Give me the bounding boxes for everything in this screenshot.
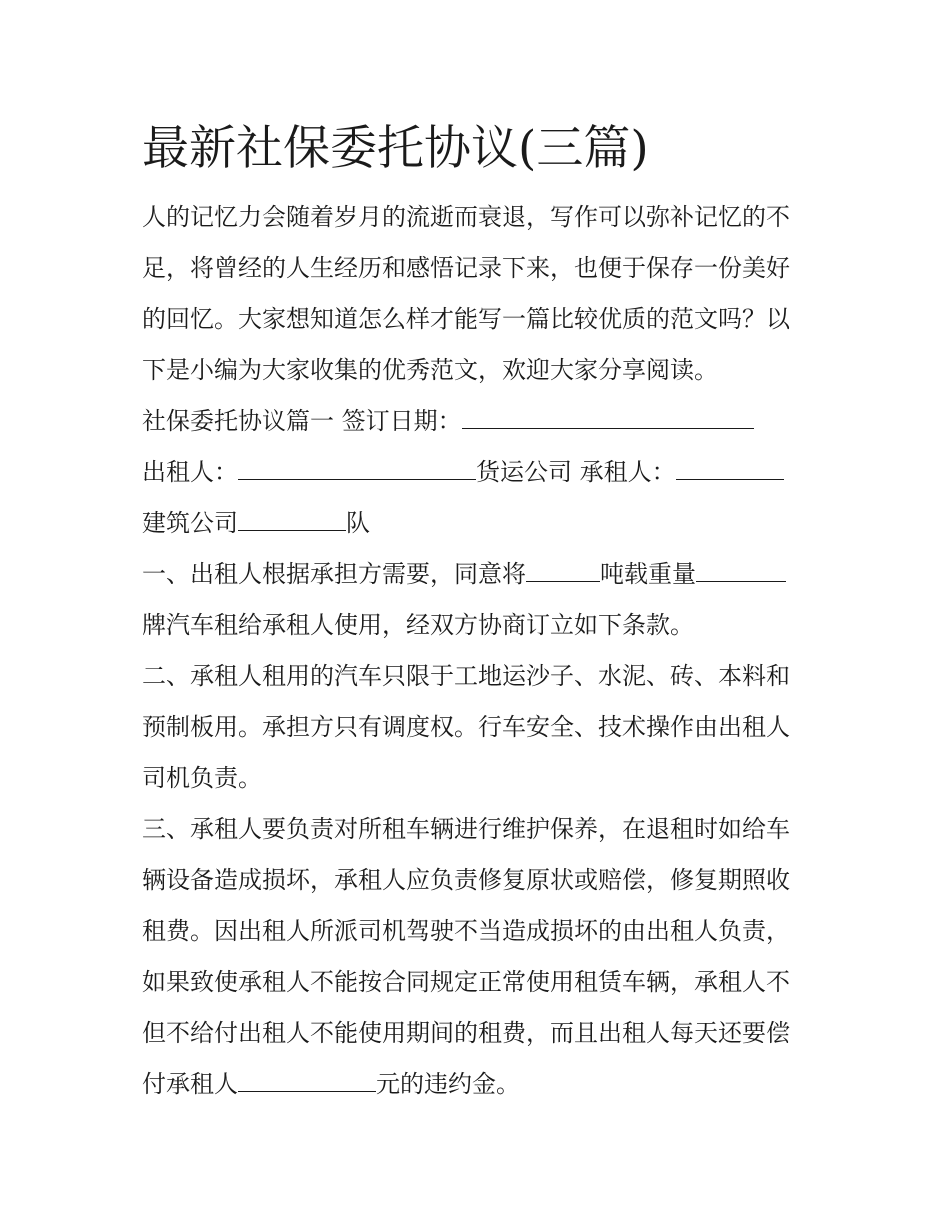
intro-line: 人的记忆力会随着岁月的流逝而衰退，写作可以弥补记忆的不 (142, 203, 790, 231)
clause-2 (142, 651, 814, 804)
document-title: 最新社保委托协议(三篇) (142, 121, 649, 176)
parties-line (142, 447, 814, 498)
clause-3-line: 如果致使承租人不能按合同规定正常使用租赁车辆，承租人不 (142, 968, 790, 996)
clause-3-line: 租费。因出租人所派司机驾驶不当造成损坏的由出租人负责， (142, 917, 790, 945)
clause-3-last-a: 付承租人 (142, 1070, 238, 1098)
sign-date-label: 社保委托协议篇一 签订日期： (142, 407, 462, 435)
team-text: 队 (346, 509, 370, 537)
document-page (142, 118, 814, 1110)
clause-1-line (142, 549, 814, 600)
penalty-blank (238, 1069, 376, 1092)
tonnage-blank (526, 559, 600, 582)
construction-company-line (142, 498, 814, 549)
clause-2-line: 司机负责。 (142, 764, 262, 792)
clause-3-last-line (142, 1059, 814, 1110)
intro-line: 足，将曾经的人生经历和感悟记录下来，也便于保存一份美好 (142, 254, 790, 282)
lessor-label: 出租人： (142, 458, 238, 486)
sign-date-line (142, 396, 814, 447)
clause-2-line: 二、承租人租用的汽车只限于工地运沙子、水泥、砖、本料和 (142, 662, 790, 690)
sign-date-blank (462, 406, 754, 429)
construction-company-label: 建筑公司 (142, 509, 238, 537)
clause-1-text-b: 吨载重量 (600, 560, 696, 588)
clause-1-line: 牌汽车租给承租人使用，经双方协商订立如下条款。 (142, 611, 694, 639)
intro-line: 下是小编为大家收集的优秀范文，欢迎大家分享阅读。 (142, 356, 718, 384)
clause-1 (142, 549, 814, 651)
clause-2-line: 预制板用。承担方只有调度权。行车安全、技术操作由出租人 (142, 713, 790, 741)
intro-paragraph (142, 192, 814, 396)
intro-line: 的回忆。大家想知道怎么样才能写一篇比较优质的范文吗？以 (142, 305, 790, 333)
clause-3-line: 三、承租人要负责对所租车辆进行维护保养，在退租时如给车 (142, 815, 790, 843)
lessor-blank (238, 457, 476, 480)
lessee-blank (676, 457, 784, 480)
clause-1-text-a: 一、出租人根据承担方需要，同意将 (142, 560, 526, 588)
freight-company-text: 货运公司 承租人： (476, 458, 676, 486)
clause-3-line: 但不给付出租人不能使用期间的租费，而且出租人每天还要偿 (142, 1019, 790, 1047)
clause-3 (142, 804, 814, 1110)
brand-blank (696, 559, 786, 582)
company-blank (238, 508, 346, 531)
clause-3-last-b: 元的违约金。 (376, 1070, 520, 1098)
clause-3-line: 辆设备造成损坏，承租人应负责修复原状或赔偿，修复期照收 (142, 866, 790, 894)
